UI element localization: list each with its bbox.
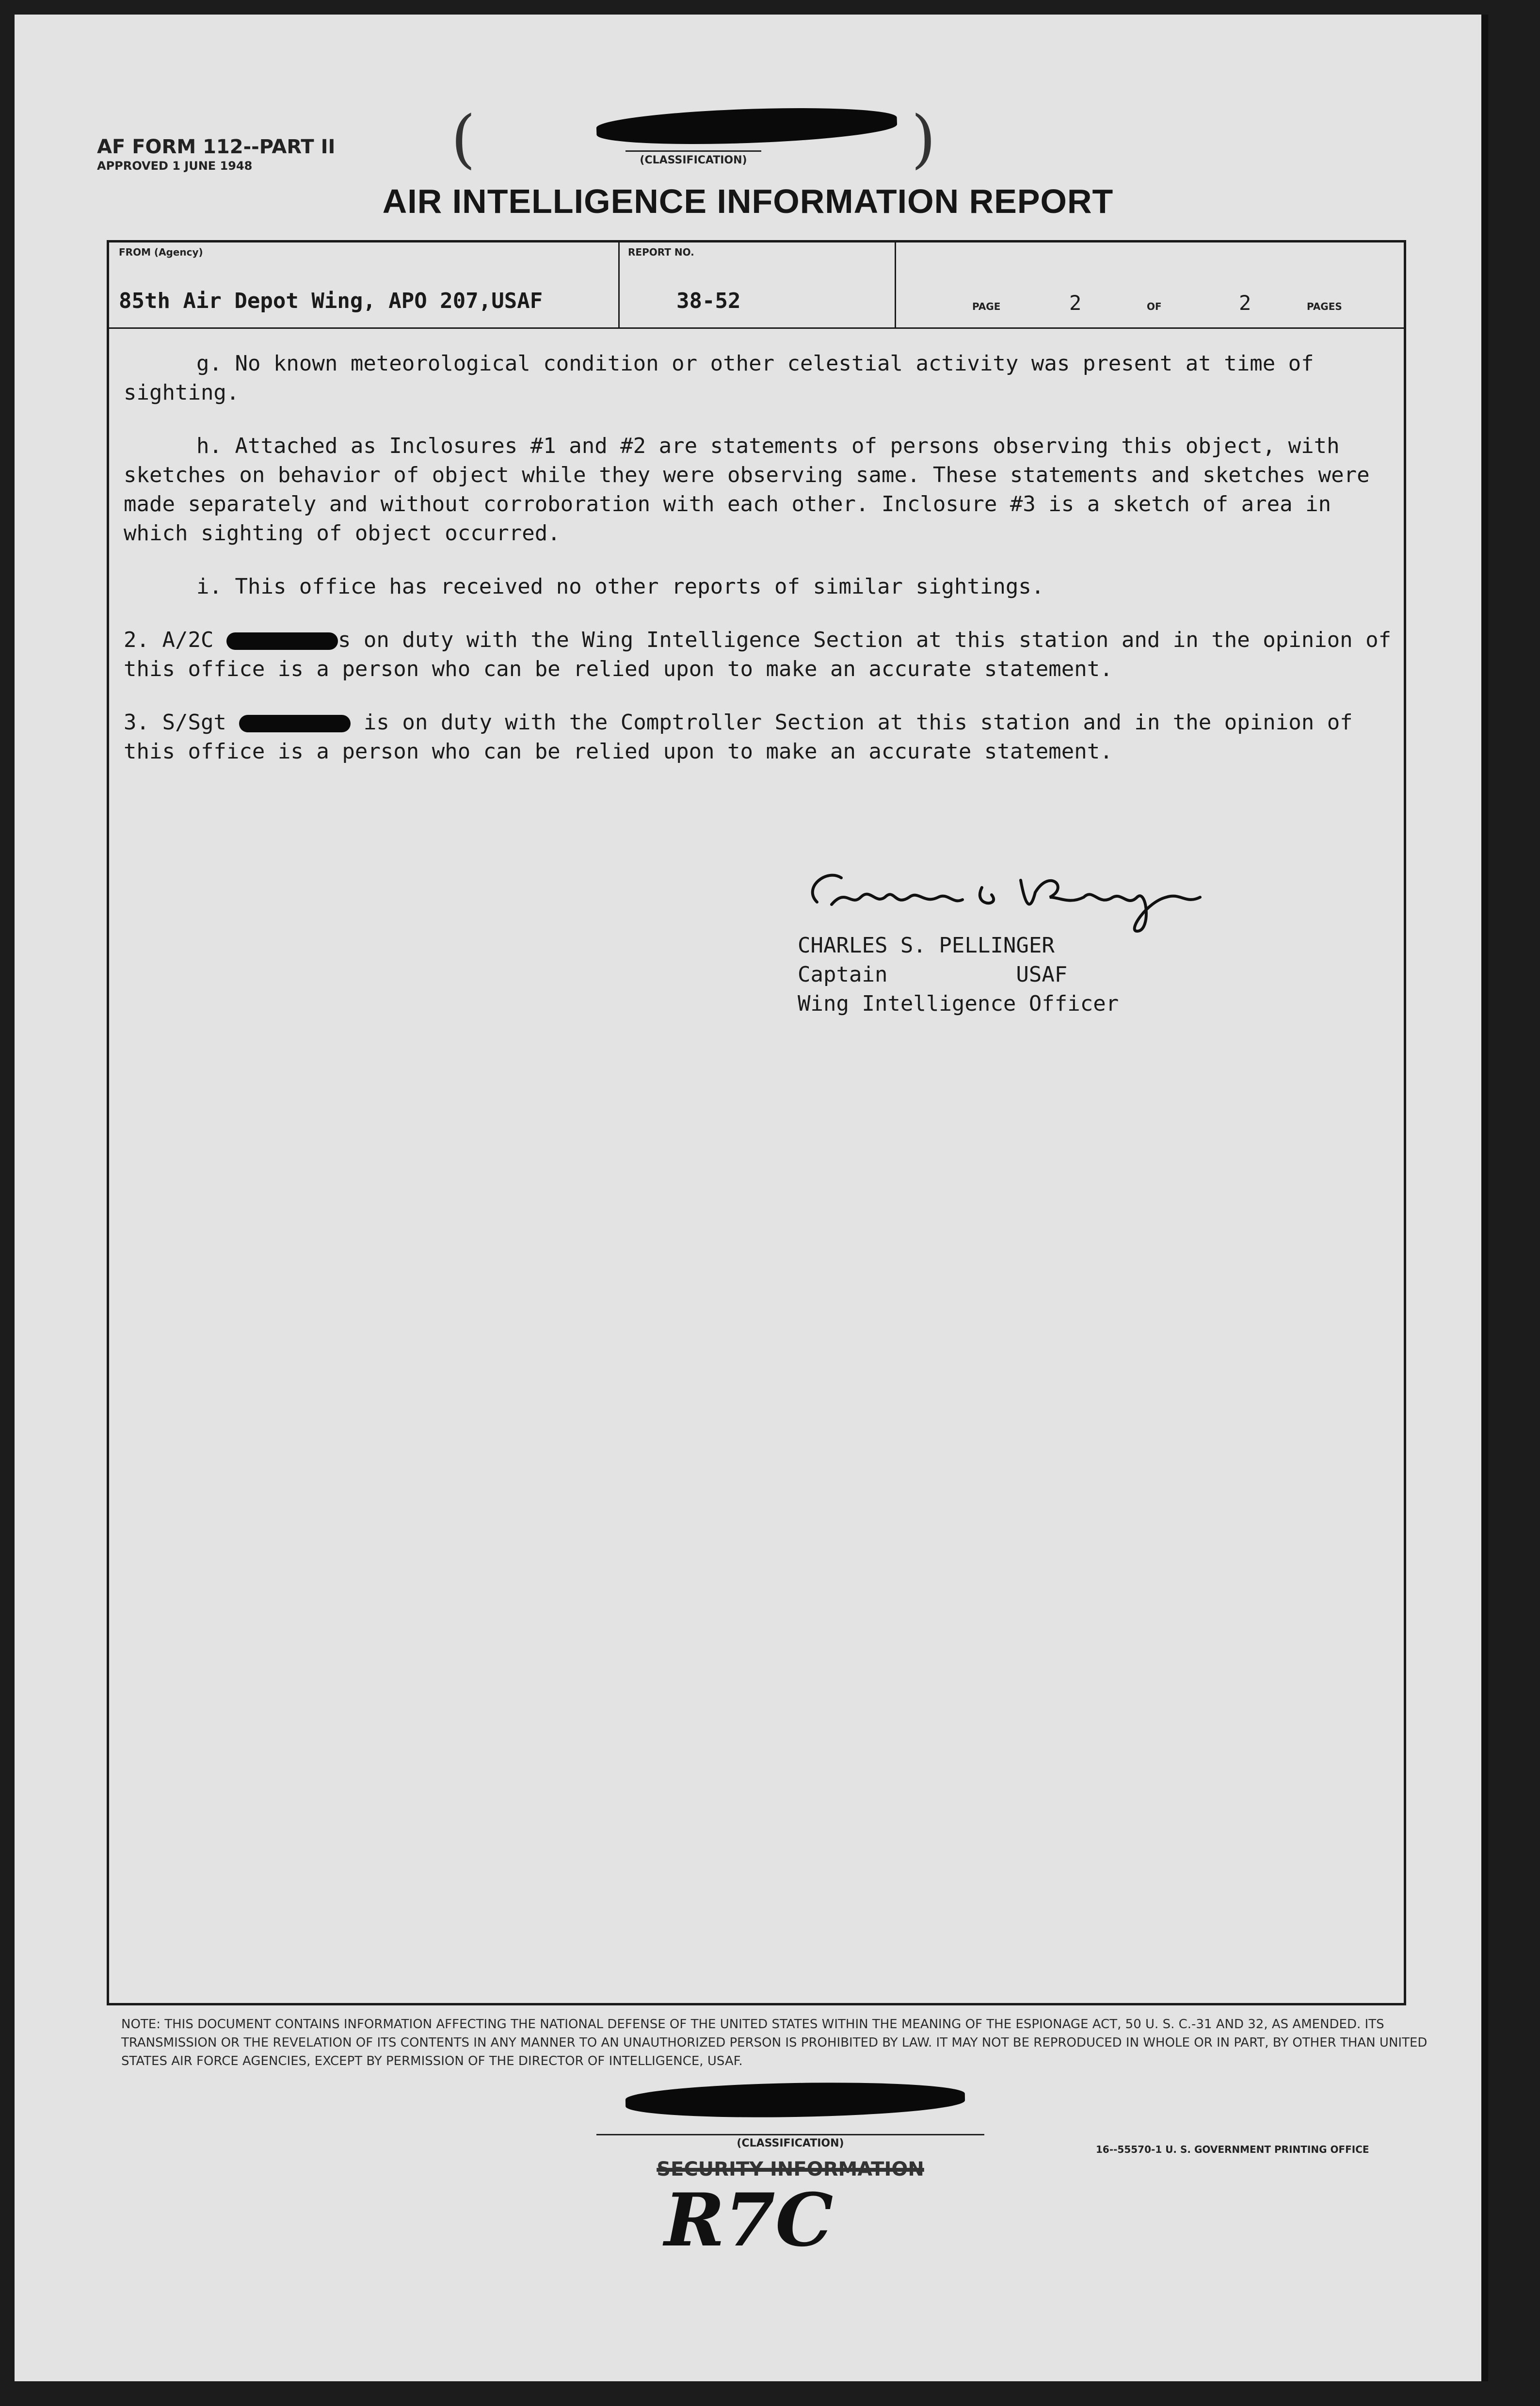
signature-text [798,931,1119,1018]
classification-line [596,2134,984,2135]
from-value: 85th Air Depot Wing, APO 207,USAF [119,289,543,313]
report-body [124,349,1394,791]
paragraph-g: g. No known meteorological condition or other celestial activity was present at time of sighting. [124,351,1314,405]
printing-office-line: 16--55570-1 U. S. GOVERNMENT PRINTING OFFICE [1096,2144,1369,2155]
paragraph-2 [124,626,1394,684]
document-sheet [15,15,1488,2381]
form-number: AF FORM 112--PART II [97,136,336,158]
security-note: NOTE: THIS DOCUMENT CONTAINS INFORMATION AFFECTING THE NATIONAL DEFENSE OF THE UNITED STATES WITHIN THE MEANING OF THE ESPIONAGE ACT, 50 U. S. C.-31 AND 32, AS AMENDED. ITS TRANSMISSION OR THE REVELATION OF ITS CONTENTS IN ANY MANNER TO AN UNAUTHORIZED PERSON IS PROHIBITED BY LAW. IT MAY NOT BE REPRODUCED IN WHOLE OR IN PART, BY OTHER THAN UNITED STATES AIR FORCE AGENCIES, EXCEPT BY PERMISSION OF THE DIRECTOR OF INTELLIGENCE, USAF. [121,2017,1428,2068]
signature-block [798,858,1234,1062]
paragraph-3-lead: 3. S/Sgt [124,710,226,735]
page-label: PAGE [972,301,1001,312]
header-divider [618,242,620,327]
of-value: 2 [1239,291,1251,315]
security-information-struck: SECURITY INFORMATION [657,2158,924,2180]
form-header [97,136,335,173]
handwritten-mark: R7C [664,2178,834,2263]
signer-title: Wing Intelligence Officer [798,991,1119,1016]
paragraph-3 [124,708,1394,766]
redaction-mark [596,104,898,148]
from-label: FROM (Agency) [119,246,203,258]
report-no-value: 38-52 [676,289,741,313]
pages-label: PAGES [1307,301,1342,312]
classification-label: (CLASSIFICATION) [737,2137,844,2149]
page-value: 2 [1069,291,1082,315]
signer-name: CHARLES S. PELLINGER [798,933,1055,958]
report-title: AIR INTELLIGENCE INFORMATION REPORT [382,182,1114,220]
paragraph-2-lead: 2. A/2C [124,628,214,652]
signer-rank: Captain USAF [798,962,1068,987]
classification-label: (CLASSIFICATION) [640,154,747,166]
redaction-mark [625,2080,965,2120]
paragraph-h: h. Attached as Inclosures #1 and #2 are statements of persons observing this object, with sketches on behavior of object while they were observing same. These statements and sketches were made separately and without corroboration with each other. Inclosure #3 is a sketch of area in which sighting of object occurred. [124,434,1370,546]
report-frame [107,240,1406,2005]
classification-line [626,150,761,152]
signature-image [798,858,1234,936]
header-row [109,242,1404,329]
redacted-name [239,715,351,732]
open-paren: ( [451,102,476,176]
of-label: OF [1147,301,1162,312]
header-divider [895,242,896,327]
paragraph-i: i. This office has received no other reports of similar sightings. [196,574,1044,599]
close-paren: ) [911,102,936,176]
paragraph-3-text: is on duty with the Comptroller Section at this station and in the opinion of this office is a person who can be relied upon to make an accurate statement. [124,710,1353,764]
report-no-label: REPORT NO. [628,246,694,258]
redacted-name [226,632,338,650]
paragraph-2-text: s on duty with the Wing Intelligence Section at this station and in the opinion of this office is a person who can be relied upon to make an accurate statement. [124,628,1392,681]
classification-top [451,102,936,175]
form-approved: APPROVED 1 JUNE 1948 [97,159,253,173]
